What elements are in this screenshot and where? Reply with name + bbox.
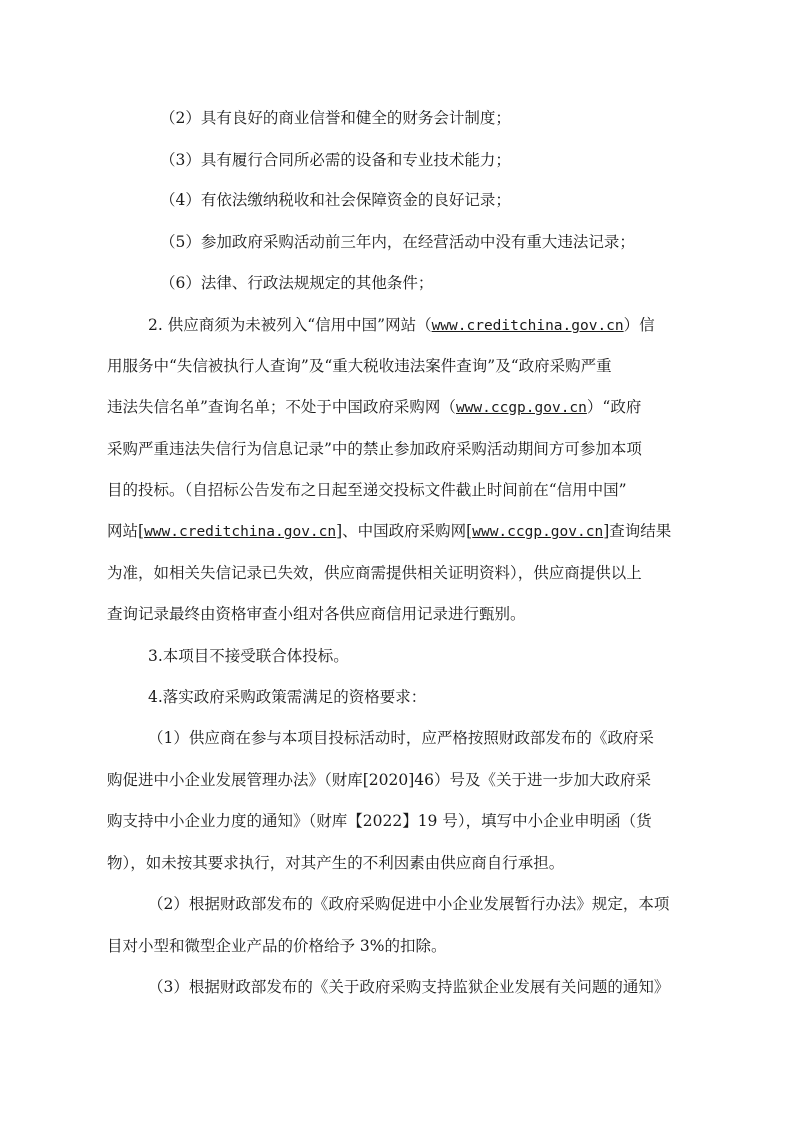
text-line: 采购严重违法失信行为信息记录”中的禁止参加政府采购活动期间方可参加本项 [107, 440, 642, 458]
text-line: 查询记录最终由资格审查小组对各供应商信用记录进行甄别。 [107, 605, 526, 623]
text-line [148, 315, 655, 336]
text-line: 目对小型和微型企业产品的价格给予 3%的扣除。 [107, 937, 447, 955]
ccgp-link[interactable]: www.ccgp.gov.cn [472, 524, 604, 540]
creditchina-link[interactable]: www.creditchina.gov.cn [144, 524, 337, 540]
text-line: 4.落实政府采购政策需满足的资格要求： [148, 688, 427, 706]
text-segment: ）信 [623, 316, 655, 334]
text-segment: ]查询结果 [603, 522, 672, 540]
text-line: 购促进中小企业发展管理办法》（财库[2020]46）号及《关于进一步加大政府采 [107, 771, 652, 789]
creditchina-link[interactable]: www.creditchina.gov.cn [431, 318, 624, 334]
text-segment: ]、中国政府采购网[ [336, 522, 473, 540]
text-line [107, 397, 641, 418]
text-line: 购支持中小企业力度的通知》（财库【2022】19 号），填写中小企业申明函（货 [107, 812, 652, 830]
text-line: 目的投标。（自招标公告发布之日起至递交投标文件截止时间前在“信用中国” [107, 481, 627, 499]
text-line: （3）根据财政部发布的《关于政府采购支持监狱企业发展有关问题的通知》 [148, 978, 670, 996]
text-segment: 2. 供应商须为未被列入“信用中国”网站（ [148, 316, 432, 334]
text-segment: 违法失信名单”查询名单；不处于中国政府采购网（ [107, 398, 456, 416]
text-line: （3）具有履行合同所必需的设备和专业技术能力； [160, 151, 511, 169]
text-line: （1）供应商在参与本项目投标活动时，应严格按照财政部发布的《政府采 [148, 729, 654, 747]
text-line: （6）法律、行政法规规定的其他条件； [160, 274, 434, 292]
text-line: 物），如未按其要求执行，对其产生的不利因素由供应商自行承担。 [107, 854, 565, 872]
ccgp-link[interactable]: www.ccgp.gov.cn [455, 400, 587, 416]
text-line: （5）参加政府采购活动前三年内，在经营活动中没有重大违法记录； [160, 233, 635, 251]
text-line: （2）具有良好的商业信誉和健全的财务会计制度； [160, 109, 511, 127]
text-line: （4）有依法缴纳税收和社会保障资金的良好记录； [160, 191, 511, 209]
text-segment: 网站[ [107, 522, 145, 540]
text-line: 为准，如相关失信记录已失效，供应商需提供相关证明资料），供应商提供以上 [107, 564, 642, 582]
text-line: 3.本项目不接受联合体投标。 [148, 647, 349, 665]
text-segment: ）“政府 [586, 398, 642, 416]
text-line [107, 521, 671, 542]
text-line: 用服务中“失信被执行人查询”及“重大税收违法案件查询”及“政府采购严重 [107, 357, 612, 375]
text-line: （2）根据财政部发布的《政府采购促进中小企业发展暂行办法》规定，本项 [148, 895, 670, 913]
